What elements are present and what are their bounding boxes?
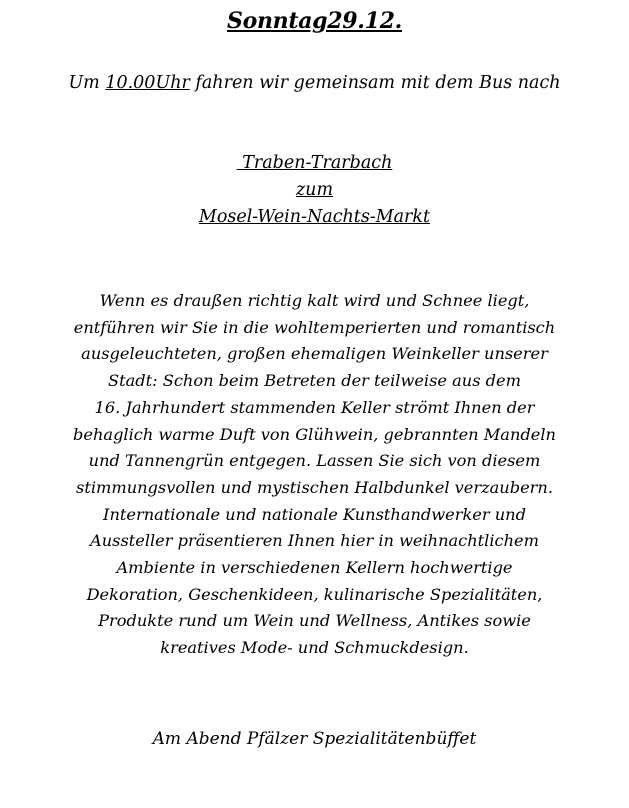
destination-connector: zum: [295, 180, 334, 200]
description-line: stimmungsvollen und mystischen Halbdunkel verzaubern.: [76, 477, 553, 497]
intro-prefix: Um: [68, 73, 106, 93]
description-line: Ambiente in verschiedenen Kellern hochwertige: [116, 558, 513, 578]
description-line: Internationale und nationale Kunsthandwerker und: [103, 504, 526, 524]
departure-time: 10.00Uhr: [105, 73, 190, 93]
description-line: behaglich warme Duft von Glühwein, gebrannten Mandeln: [73, 424, 556, 444]
description-line: kreatives Mode- und Schmuckdesign.: [160, 638, 469, 658]
description-line: und Tannengrün entgegen. Lassen Sie sich von diesem: [88, 451, 541, 471]
destination-town: Traben-Trarbach: [236, 153, 393, 173]
description-line: 16. Jahrhundert stammenden Keller strömt Ihnen der: [94, 397, 535, 417]
page-title: Sonntag29.12.: [226, 8, 402, 34]
description-line: ausgeleuchteten, großen ehemaligen Weinkeller unserer: [81, 344, 548, 364]
description-line: Dekoration, Geschenkideen, kulinarische Spezialitäten,: [86, 584, 543, 604]
destination-event: Mosel-Wein-Nachts-Markt: [198, 207, 431, 227]
description-line: Aussteller präsentieren Ihnen hier in weihnachtlichem: [90, 531, 539, 551]
description-line: Stadt: Schon beim Betreten der teilweise aus dem: [108, 371, 521, 391]
intro-suffix: fahren wir gemeinsam mit dem Bus nach: [189, 73, 561, 93]
description-line: Wenn es draußen richtig kalt wird und Schnee liegt,: [99, 291, 530, 310]
closing-note: Am Abend Pfälzer Spezialitätenbüffet: [152, 729, 477, 749]
description-line: Produkte rund um Wein und Wellness, Antikes sowie: [98, 611, 531, 631]
description-line: entführen wir Sie in die wohltemperierten und romantisch: [73, 317, 556, 337]
description-paragraph: [40, 288, 589, 662]
intro-sentence: [0, 75, 629, 93]
